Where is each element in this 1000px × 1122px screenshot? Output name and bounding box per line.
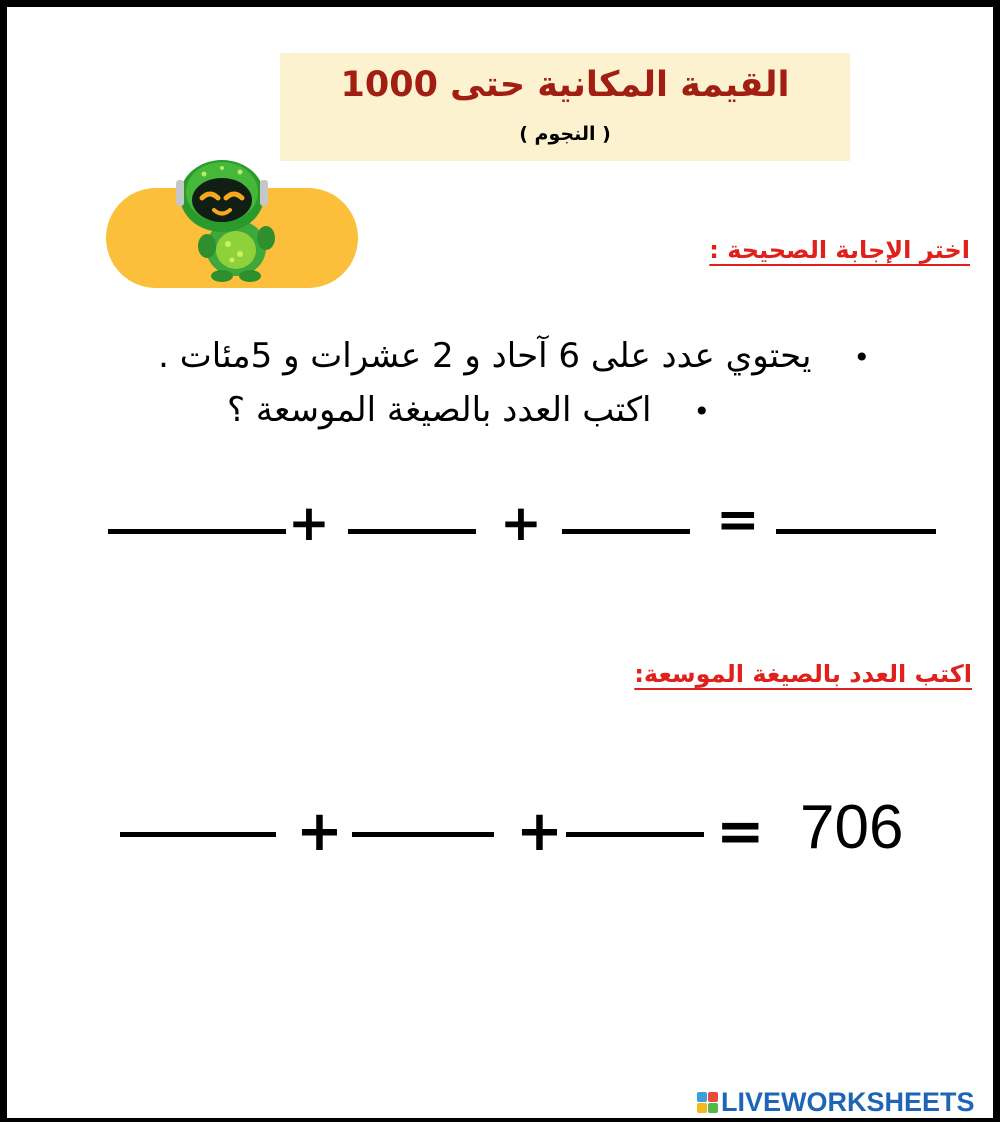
section2-heading: اكتب العدد بالصيغة الموسعة: (634, 660, 972, 688)
bullet-text-2: اكتب العدد بالصيغة الموسعة ؟ (227, 390, 652, 430)
liveworksheets-mark-icon (697, 1092, 718, 1113)
answer-blank[interactable] (566, 832, 704, 837)
answer-blank[interactable] (108, 529, 286, 534)
liveworksheets-logo (697, 1087, 975, 1117)
answer-blank[interactable] (562, 529, 690, 534)
bullet-item-2 (227, 390, 710, 430)
bullet-item-1 (158, 336, 870, 376)
plus-sign: + (288, 494, 330, 552)
page-title: القيمة المكانية حتى 1000 (340, 65, 790, 105)
plus-sign: + (500, 494, 542, 552)
page-subtitle: ( النجوم ) (519, 123, 611, 145)
title-box (280, 53, 850, 161)
bullet-text-1: يحتوي عدد على 6 آحاد و 2 عشرات و 5مئات . (158, 336, 812, 376)
logo-text: LIVEWORKSHEETS (721, 1086, 975, 1117)
section1-heading: اختر الإجابة الصحيحة : (709, 236, 970, 264)
plus-sign: + (516, 799, 563, 864)
answer-blank[interactable] (352, 832, 494, 837)
answer-blank[interactable] (348, 529, 476, 534)
plus-sign: + (296, 799, 343, 864)
answer-blank[interactable] (120, 832, 276, 837)
given-number: 706 (800, 793, 904, 862)
answer-blank[interactable] (776, 529, 936, 534)
equals-sign: = (716, 797, 765, 865)
bullet-icon: • (693, 395, 710, 428)
green-robot-icon (104, 158, 360, 292)
equals-sign: = (716, 490, 760, 550)
bullet-icon: • (853, 341, 870, 374)
